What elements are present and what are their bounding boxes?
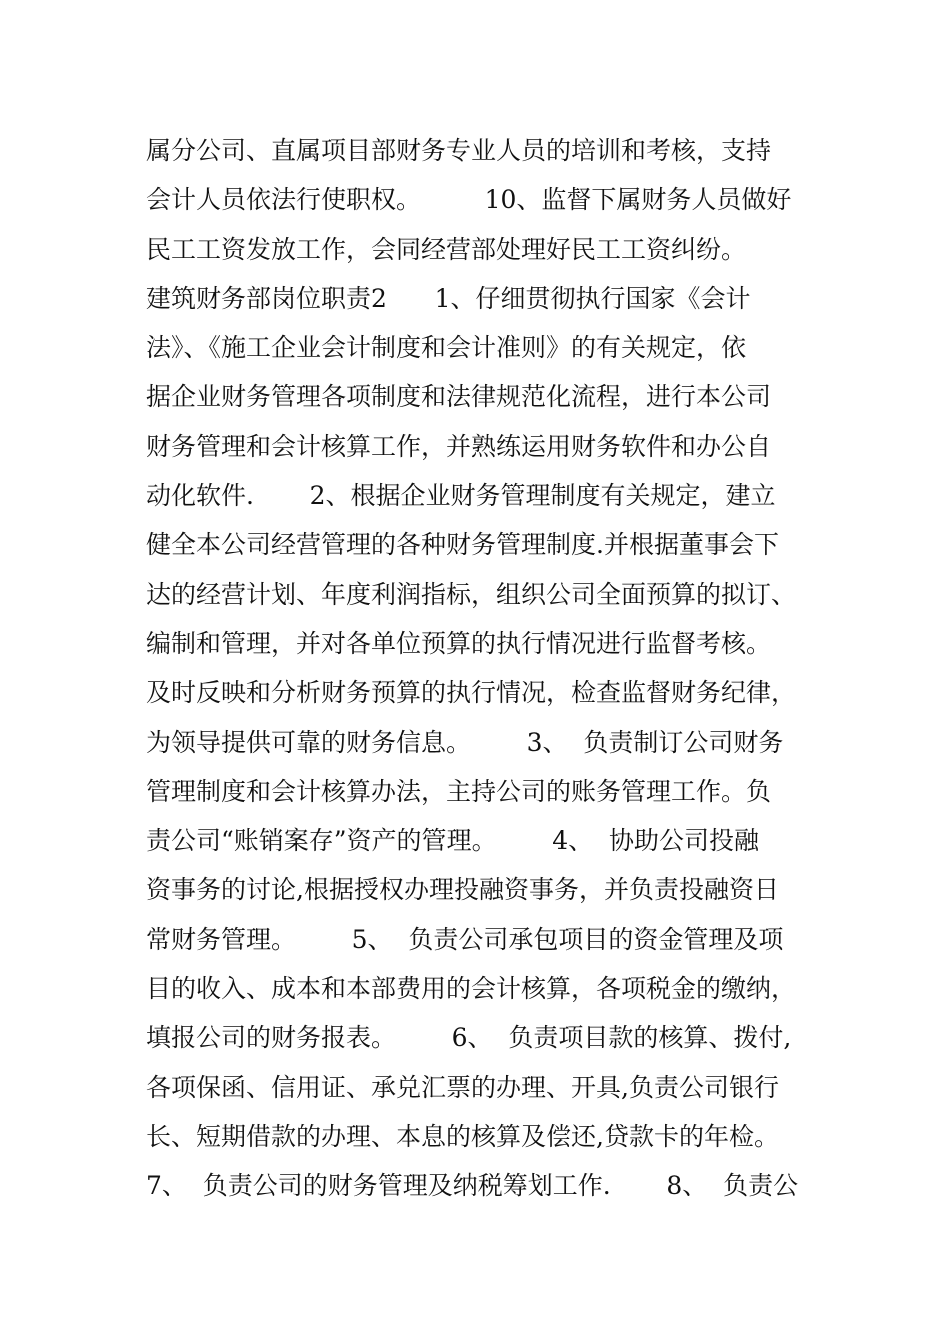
text-line: 会计人员依法行使职权。 10、监督下属财务人员做好 [146, 185, 792, 215]
text-line: 据企业财务管理各项制度和法律规范化流程，进行本公司 [146, 382, 772, 412]
text-line: 属分公司、直属项目部财务专业人员的培训和考核，支持 [146, 136, 772, 165]
text-line: 编制和管理，并对各单位预算的执行情况进行监督考核。 [146, 628, 772, 658]
text-line: 常财务管理。 5、 负责公司承包项目的资金管理及项 [146, 924, 784, 954]
text-line: 法》、《施工企业会计制度和会计准则》的有关规定，依 [146, 333, 747, 363]
text-line: 资事务的讨论,根据授权办理投融资事务，并负责投融资日 [146, 875, 779, 905]
text-line: 管理制度和会计核算办法，主持公司的账务管理工作。负 [146, 776, 772, 806]
text-line: 目的收入、成本和本部费用的会计核算，各项税金的缴纳， [146, 974, 797, 1004]
text-line: 7、 负责公司的财务管理及纳税筹划工作. 8、 负责公 [146, 1171, 799, 1201]
text-line: 各项保函、信用证、承兑汇票的办理、开具,负责公司银行 [146, 1072, 779, 1102]
text-line: 民工工资发放工作，会同经营部处理好民工工资纠纷。 [146, 234, 747, 264]
text-line: 及时反映和分析财务预算的执行情况，检查监督财务纪律， [146, 678, 797, 708]
text-line: 责公司“账销案存”资产的管理。 4、 协助公司投融 [146, 826, 759, 856]
text-line: 长、短期借款的办理、本息的核算及偿还,贷款卡的年检。 [146, 1121, 779, 1151]
text-line: 健全本公司经营管理的各种财务管理制度.并根据董事会下 [146, 530, 779, 560]
text-line: 达的经营计划、年度利润指标，组织公司全面预算的拟订、 [146, 579, 797, 609]
text-line: 财务管理和会计核算工作，并熟练运用财务软件和办公自 [146, 431, 772, 461]
text-line: 为领导提供可靠的财务信息。 3、 负责制订公司财务 [146, 727, 784, 757]
text-line: 动化软件. 2、根据企业财务管理制度有关规定，建立 [146, 481, 776, 511]
text-line: 建筑财务部岗位职责2 1、仔细贯彻执行国家《会计 [146, 283, 751, 313]
text-line: 填报公司的财务报表。 6、 负责项目款的核算、拨付, [146, 1023, 792, 1053]
body-text [146, 126, 806, 1211]
